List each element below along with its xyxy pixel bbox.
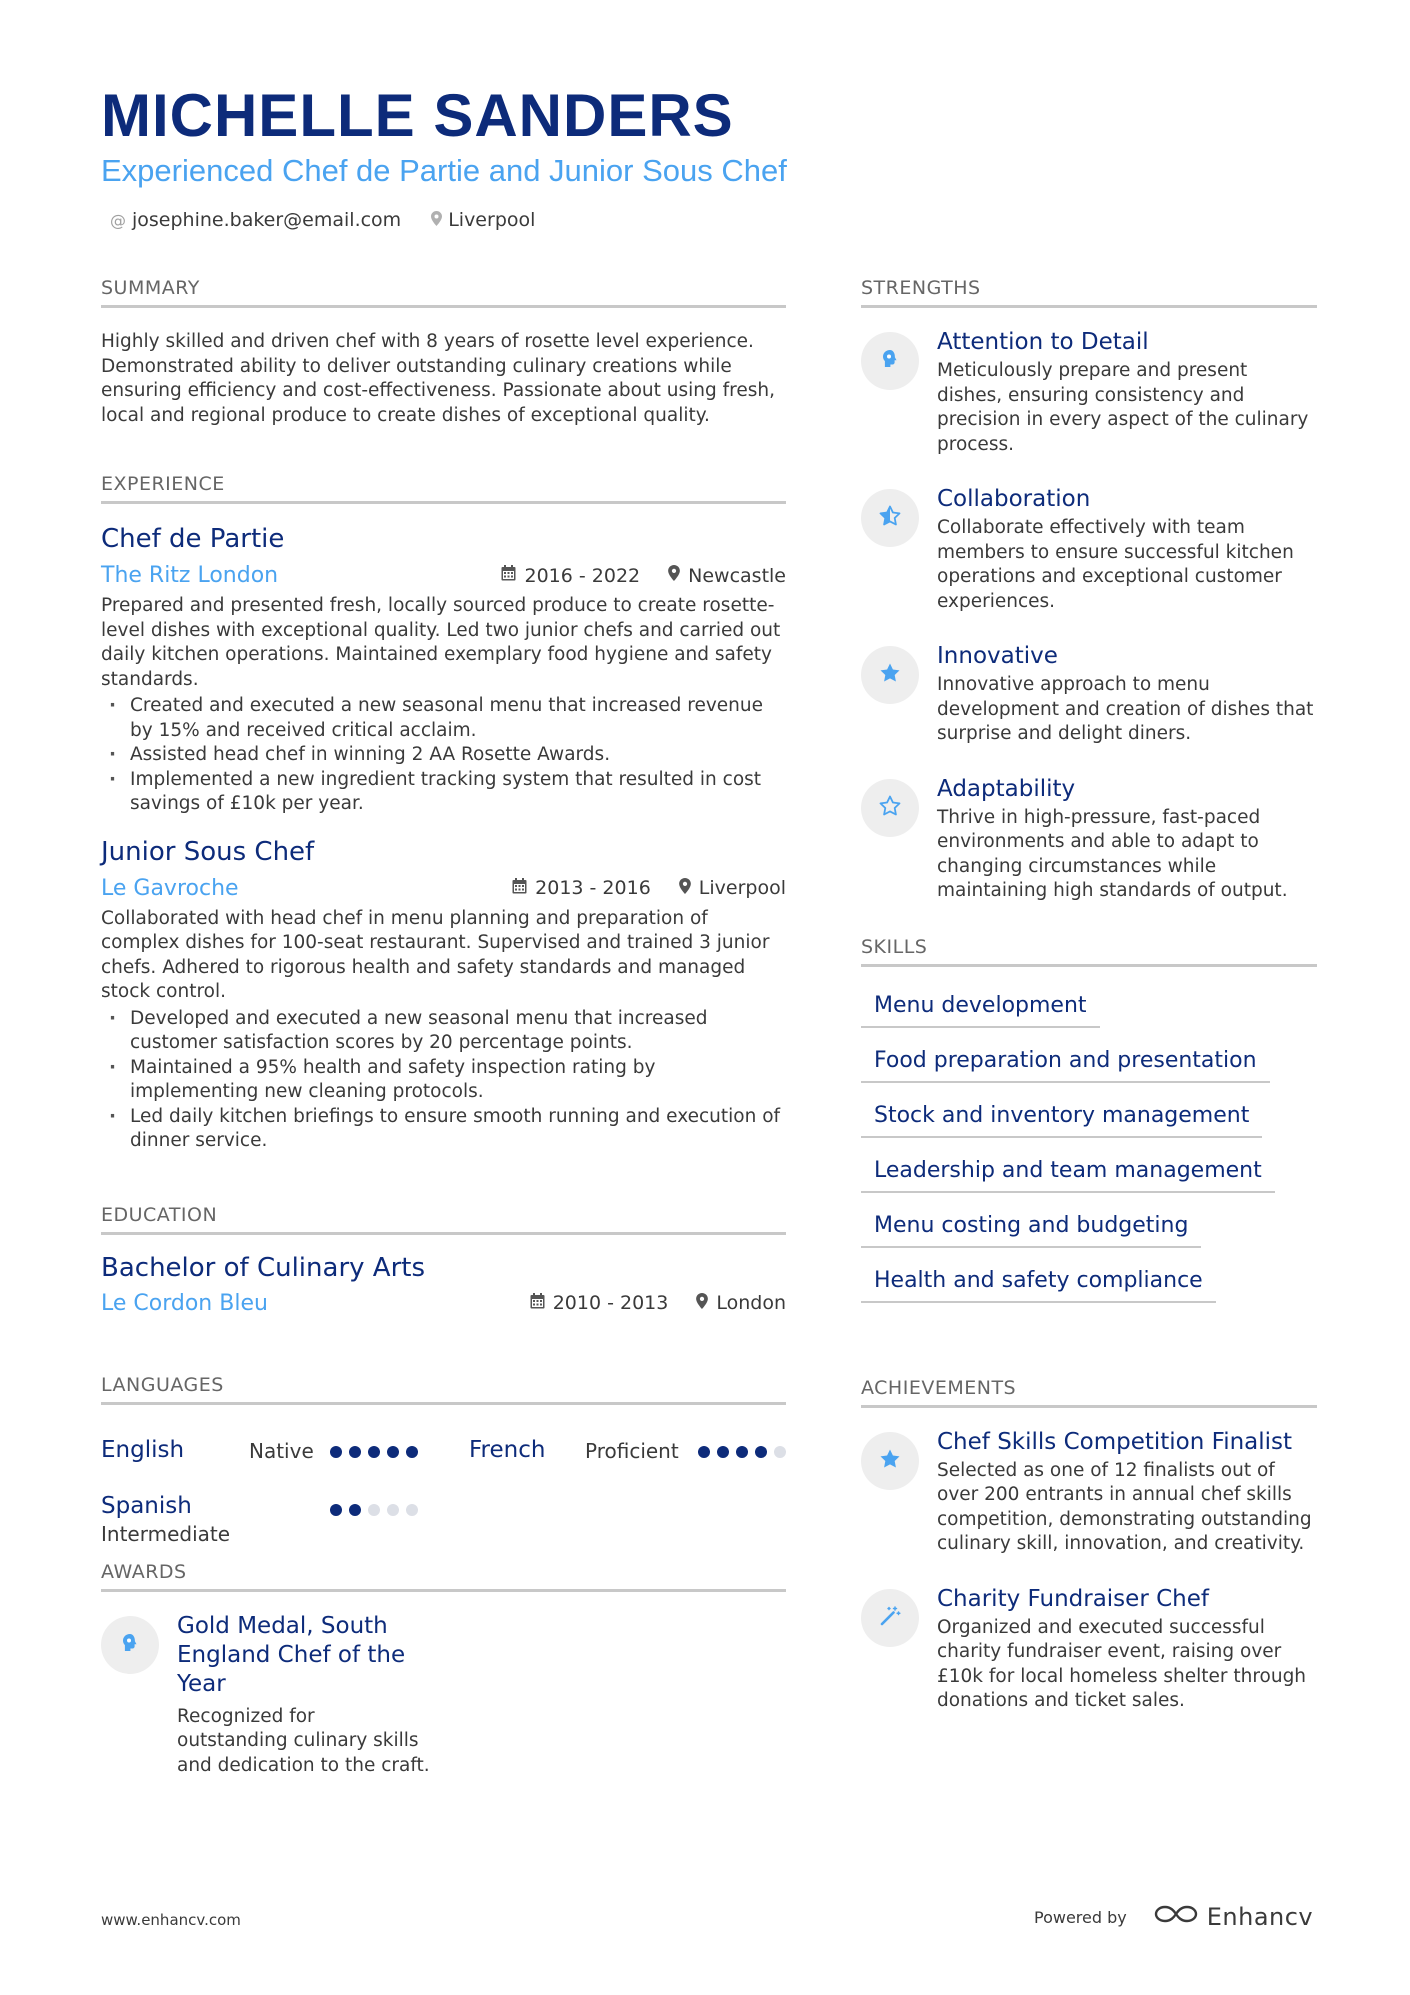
- job-meta: [512, 877, 786, 899]
- summary-text: Highly skilled and driven chef with 8 years of rosette level experience. Demonstrated ability to deliver outstanding culinary creations while ensuring efficiency and cost-effectiveness. Passionate about using fresh, local and regional produce to create dishes of exceptional quality.: [101, 331, 775, 426]
- school-name: Le Cordon Bleu: [101, 1290, 268, 1316]
- education-meta-row: [101, 1291, 786, 1316]
- list-item: · Created and executed a new seasonal menu that increased revenue by 15% and received critical acclaim.: [101, 694, 786, 743]
- strength-description: Innovative approach to menu development and creation of dishes that surprise and delight diners.: [937, 674, 1314, 744]
- language-name: English: [101, 1436, 185, 1463]
- star-outline-icon: [878, 794, 902, 822]
- rating-dot-filled: [330, 1504, 342, 1516]
- summary-heading: SUMMARY: [101, 277, 786, 308]
- strength-title: Attention to Detail: [937, 329, 1149, 355]
- rating-dot-filled: [349, 1446, 361, 1458]
- location-pin-icon: [431, 211, 442, 230]
- rating-dot-filled: [406, 1446, 418, 1458]
- language-rating: [330, 1504, 418, 1516]
- rating-dot-empty: [774, 1446, 786, 1458]
- rating-dot-filled: [330, 1446, 342, 1458]
- rating-dot-filled: [736, 1446, 748, 1458]
- footer-branding: [1034, 1903, 1313, 1931]
- award-content: [177, 1612, 431, 1779]
- languages-heading: LANGUAGES: [101, 1374, 786, 1405]
- company-name: The Ritz London: [101, 563, 279, 589]
- achievement-item: [861, 1428, 1317, 1557]
- brain-icon: [118, 1631, 142, 1659]
- strength-icon-badge: [861, 646, 919, 704]
- strength-content: [937, 328, 1317, 457]
- candidate-name: MICHELLE SANDERS: [101, 82, 734, 149]
- achievement-icon-badge: [861, 1432, 919, 1490]
- strength-title: Adaptability: [937, 775, 1076, 802]
- half-star-icon: [878, 504, 902, 532]
- strength-item: [861, 328, 1317, 457]
- achievement-title: Charity Fundraiser Chef: [937, 1585, 1209, 1612]
- language-name: French: [469, 1436, 546, 1463]
- list-item: · Implemented a new ingredient tracking system that resulted in cost savings of £10k per year.: [101, 768, 786, 817]
- awards-heading: AWARDS: [101, 1561, 786, 1592]
- language-item: [101, 1437, 184, 1463]
- skill-tag: Menu costing and budgeting: [861, 1213, 1201, 1248]
- strengths-heading: STRENGTHS: [861, 277, 1317, 308]
- skill-tag: Stock and inventory management: [861, 1103, 1262, 1138]
- education-heading: EDUCATION: [101, 1204, 786, 1235]
- achievement-description: Selected as one of 12 finalists out of over 200 entrants in annual chef skills competition, demonstrating outstanding culinary skill, innovation, and creativity.: [937, 1459, 1312, 1554]
- language-level-row: [585, 1439, 679, 1463]
- skill-tag: Leadership and team management: [861, 1158, 1275, 1193]
- rating-dots: [698, 1446, 786, 1458]
- strength-icon-badge: [861, 779, 919, 837]
- job-entry: [101, 524, 786, 817]
- achievement-item: [861, 1585, 1317, 1714]
- location-pin-icon: [668, 565, 680, 586]
- job-description: Collaborated with head chef in menu planning and preparation of complex dishes for 100-seat restaurant. Supervised and trained 3 junior chefs. Adhered to rigorous health and safety standards and managed stock control.: [101, 907, 770, 1003]
- rating-dot-empty: [387, 1504, 399, 1516]
- strength-icon-badge: [861, 332, 919, 390]
- job-dates: 2016 - 2022: [524, 564, 641, 587]
- left-column: [101, 277, 786, 1806]
- brand-logo[interactable]: [1153, 1903, 1313, 1931]
- strength-content: [937, 775, 1317, 904]
- strength-title: Innovative: [937, 643, 1058, 669]
- job-title: Chef de Partie: [101, 524, 285, 554]
- location-text: Liverpool: [448, 209, 536, 231]
- company-name: Le Gavroche: [101, 875, 239, 901]
- brand-name: Enhancv: [1206, 1903, 1314, 1931]
- achievement-content: [937, 1585, 1317, 1714]
- strength-item: [861, 485, 1317, 614]
- calendar-icon: [501, 565, 516, 586]
- job-meta-row: [101, 876, 786, 901]
- education-meta: [530, 1292, 786, 1314]
- degree-title: Bachelor of Culinary Arts: [101, 1252, 425, 1283]
- contact-row: [110, 209, 535, 231]
- job-bullets: [101, 1007, 786, 1154]
- language-level-row: [249, 1439, 314, 1463]
- rating-dot-empty: [406, 1504, 418, 1516]
- list-item: · Developed and executed a new seasonal menu that increased customer satisfaction scores by 20 percentage points.: [101, 1007, 786, 1056]
- award-icon-badge: [101, 1616, 159, 1674]
- job-bullets: [101, 694, 786, 817]
- list-item: · Led daily kitchen briefings to ensure smooth running and execution of dinner service.: [101, 1105, 786, 1154]
- language-rating: [698, 1446, 786, 1458]
- rating-dot-filled: [349, 1504, 361, 1516]
- job-meta: [501, 565, 786, 587]
- language-level: Proficient: [585, 1438, 679, 1463]
- achievement-icon-badge: [861, 1589, 919, 1647]
- strengths-list: [861, 328, 1317, 904]
- achievements-heading: ACHIEVEMENTS: [861, 1377, 1317, 1408]
- job-meta-row: [101, 563, 786, 588]
- skill-tag: Menu development: [861, 993, 1100, 1028]
- calendar-icon: [512, 878, 527, 899]
- strength-description: Collaborate effectively with team members to ensure successful kitchen operations and exceptional customer experiences.: [937, 517, 1294, 612]
- award-description: Recognized for outstanding culinary skills and dedication to the craft.: [177, 1705, 430, 1776]
- rating-dot-filled: [698, 1446, 710, 1458]
- job-dates: 2013 - 2016: [535, 877, 651, 900]
- skills-list: [861, 993, 1317, 1323]
- award-item: [101, 1612, 431, 1779]
- candidate-title: Experienced Chef de Partie and Junior Sous Chef: [101, 153, 787, 188]
- strength-icon-badge: [861, 489, 919, 547]
- language-item: [469, 1437, 545, 1463]
- location-pin-icon: [679, 878, 691, 899]
- experience-heading: EXPERIENCE: [101, 473, 786, 504]
- languages-grid: [101, 1421, 786, 1551]
- star-icon: [878, 1447, 902, 1475]
- language-level: Intermediate: [101, 1521, 231, 1546]
- achievements-list: [861, 1428, 1317, 1714]
- rating-dot-filled: [755, 1446, 767, 1458]
- strength-content: [937, 642, 1317, 747]
- contact-email[interactable]: [110, 209, 401, 231]
- at-icon: @: [110, 210, 126, 230]
- job-location: Liverpool: [698, 877, 786, 900]
- language-rating: [330, 1446, 418, 1458]
- list-item: · Maintained a 95% health and safety inspection rating by implementing new cleaning protocols.: [101, 1056, 786, 1105]
- magic-wand-icon: [878, 1604, 902, 1632]
- strength-item: [861, 642, 1317, 747]
- achievement-title: Chef Skills Competition Finalist: [937, 1428, 1293, 1455]
- award-title: Gold Medal, South England Chef of the Year: [177, 1612, 406, 1697]
- strength-title: Collaboration: [937, 486, 1091, 512]
- rating-dot-empty: [368, 1504, 380, 1516]
- language-level: Native: [249, 1438, 314, 1463]
- list-item: · Assisted head chef in winning 2 AA Rosette Awards.: [101, 743, 786, 768]
- right-column: [861, 277, 1317, 1742]
- strength-description: Meticulously prepare and present dishes, ensuring consistency and precision in every aspect of the culinary process.: [937, 360, 1309, 455]
- calendar-icon: [530, 1293, 545, 1314]
- job-entry: [101, 837, 786, 1154]
- skill-tag: Food preparation and presentation: [861, 1048, 1270, 1083]
- rating-dots: [330, 1504, 418, 1516]
- email-text: josephine.baker@email.com: [132, 209, 402, 231]
- star-icon: [878, 661, 902, 689]
- rating-dot-filled: [387, 1446, 399, 1458]
- contact-location: [431, 209, 535, 231]
- brain-icon: [878, 347, 902, 375]
- job-location: Newcastle: [688, 564, 786, 587]
- infinity-logo-icon: [1153, 1903, 1199, 1931]
- powered-by-label: Powered by: [1034, 1907, 1127, 1927]
- language-item: [101, 1493, 192, 1519]
- rating-dot-filled: [368, 1446, 380, 1458]
- education-location: London: [716, 1292, 786, 1315]
- strength-content: [937, 485, 1317, 614]
- skill-tag: Health and safety compliance: [861, 1268, 1216, 1303]
- strength-item: [861, 775, 1317, 904]
- achievement-description: Organized and executed successful charity fundraiser event, raising over £10k for local homeless shelter through donations and ticket sales.: [937, 1616, 1307, 1711]
- achievement-content: [937, 1428, 1317, 1557]
- job-title: Junior Sous Chef: [101, 836, 315, 867]
- language-level-row: [101, 1522, 230, 1546]
- rating-dot-filled: [717, 1446, 729, 1458]
- education-dates: 2010 - 2013: [552, 1292, 669, 1315]
- location-pin-icon: [696, 1293, 708, 1314]
- rating-dots: [330, 1446, 418, 1458]
- job-description: Prepared and presented fresh, locally sourced produce to create rosette-level dishes with exceptional quality. Led two junior chefs and carried out daily kitchen operations. Maintained exemplary food hygiene and safety standards.: [101, 595, 781, 690]
- strength-description: Thrive in high-pressure, fast-paced environments and able to adapt to changing circumstances while maintaining high standards of output.: [937, 806, 1288, 901]
- language-name: Spanish: [101, 1492, 192, 1519]
- footer-website[interactable]: www.enhancv.com: [101, 1911, 241, 1929]
- skills-heading: SKILLS: [861, 936, 1317, 967]
